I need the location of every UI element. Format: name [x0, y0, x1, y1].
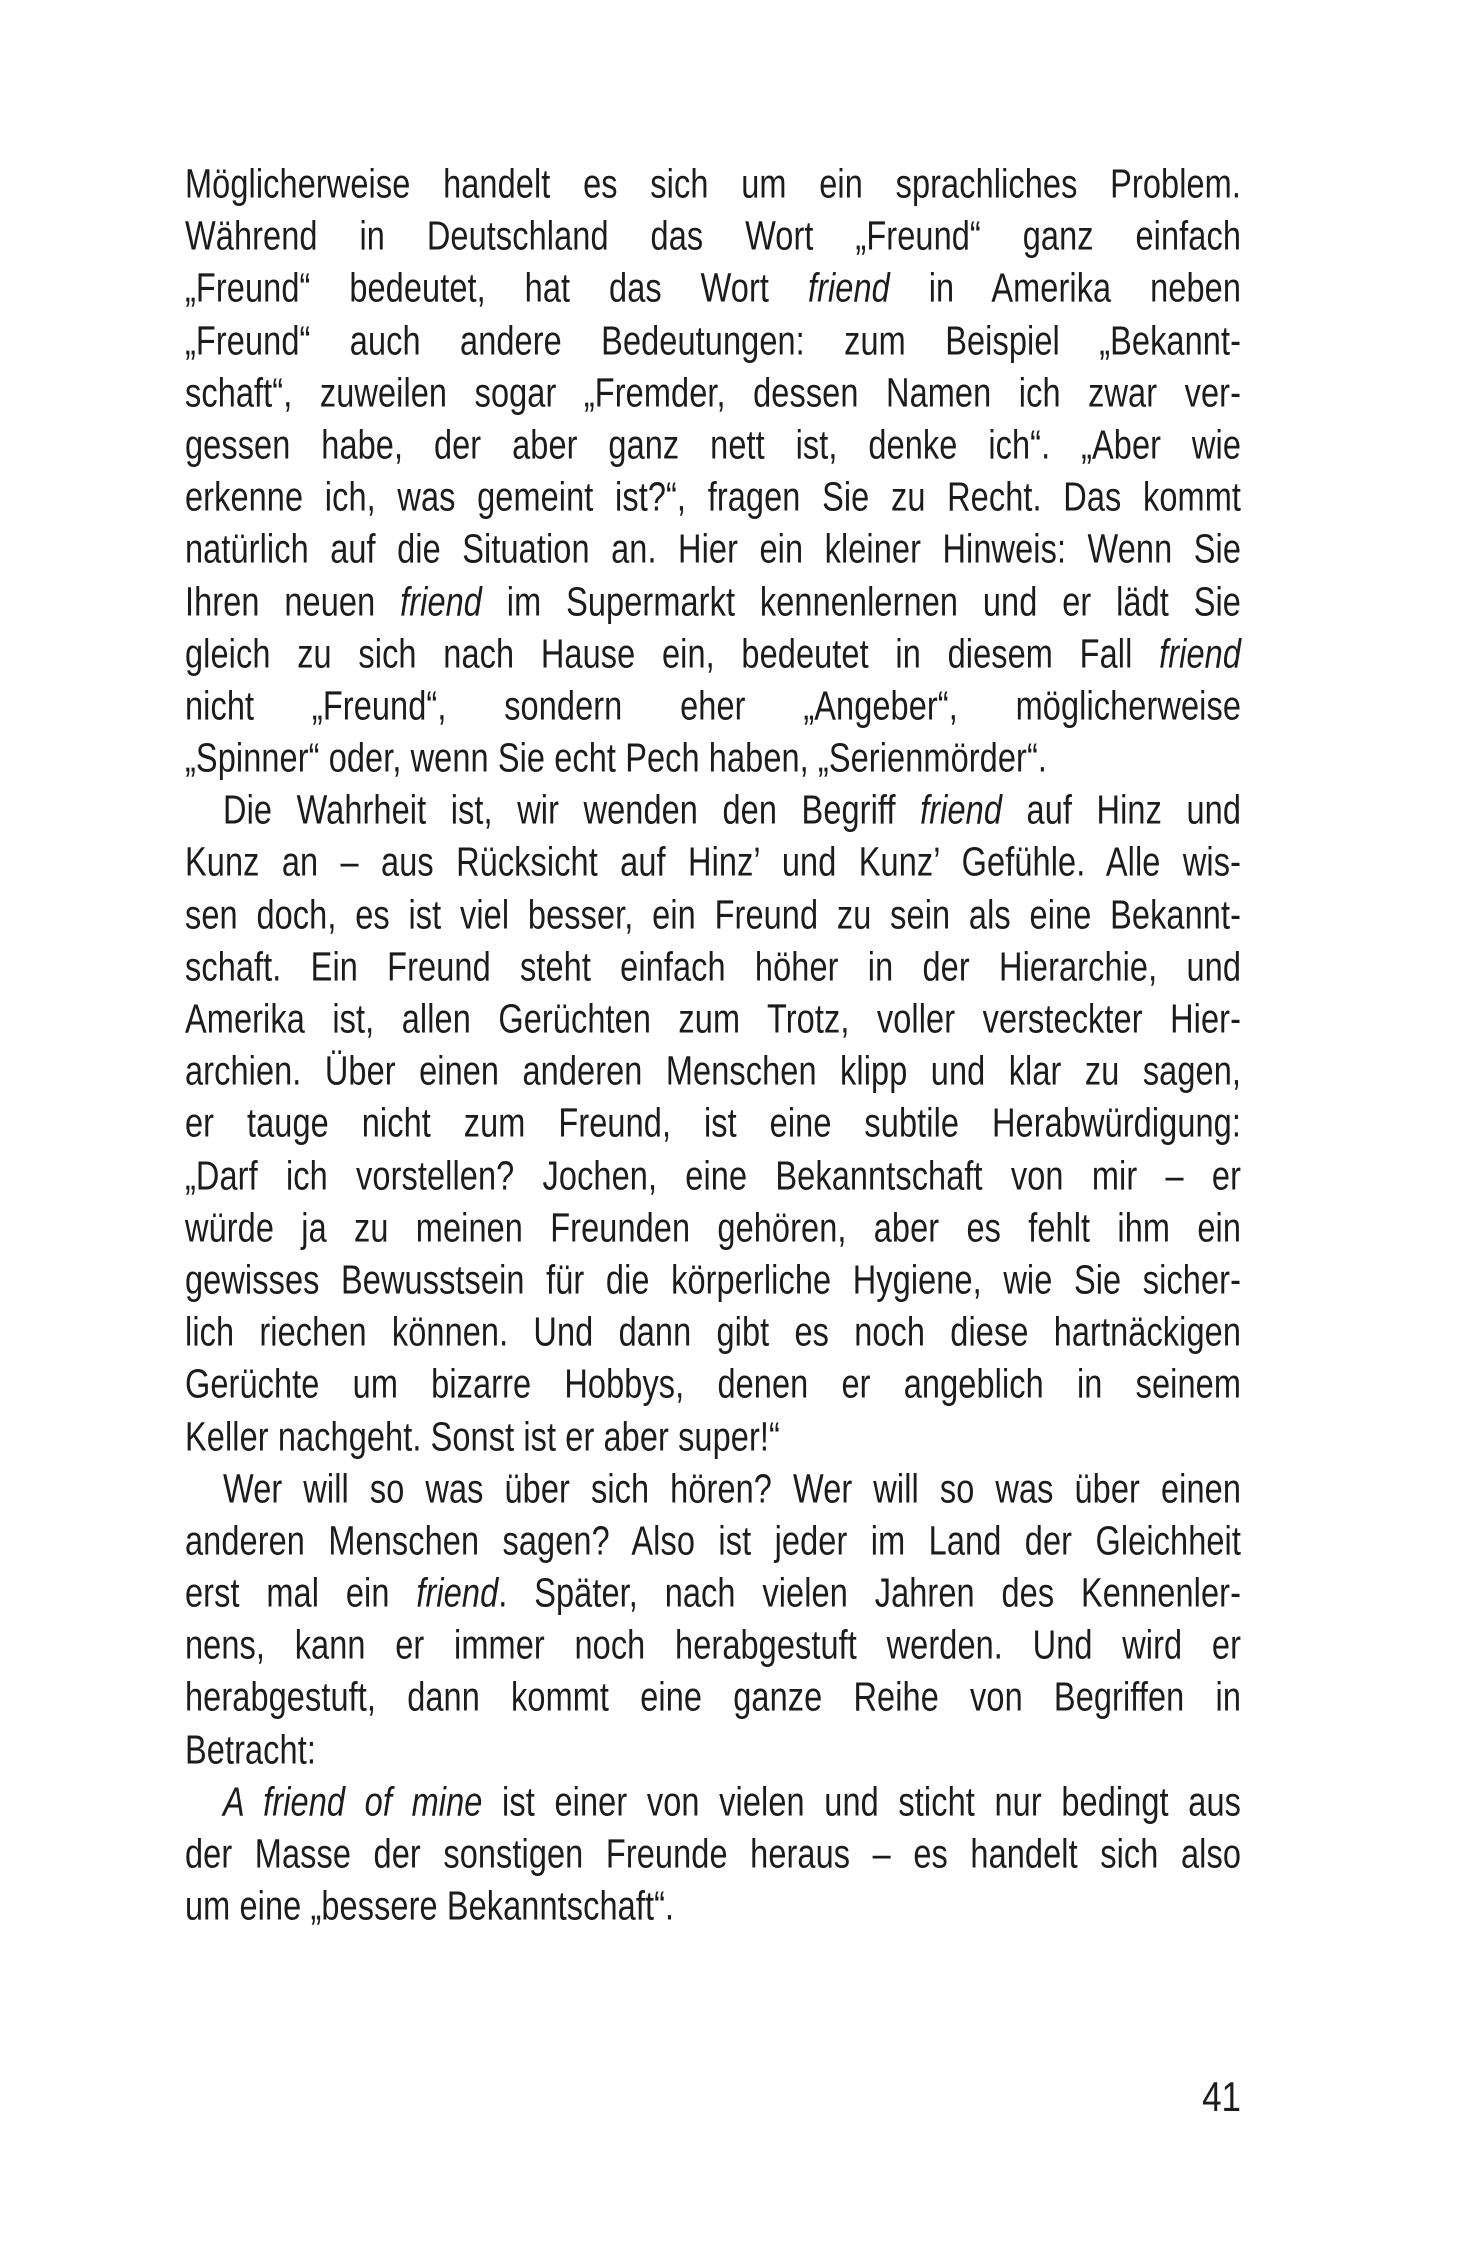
text-run: „Freund“ bedeutet, hat das Wort: [185, 266, 808, 311]
text-run: gleich zu sich nach Hause ein, bedeutet in diesem Fall: [185, 631, 1160, 676]
text-run: schaft“, zuweilen sogar „Fremder, dessen Namen ich zwar ver-: [185, 370, 1241, 416]
text-run: sen doch, es ist viel besser, ein Freund zu sein als eine Bekannt-: [185, 892, 1241, 937]
italic-run: friend: [920, 787, 1003, 833]
text-run: nens, kann er immer noch herabgestuft werden. Und wird er: [185, 1622, 1241, 1668]
italic-run: A friend of mine: [223, 1779, 483, 1825]
text-run: schaft. Ein Freund steht einfach höher in der Hierarchie, und: [185, 944, 1241, 990]
text-run: herabgestuft, dann kommt eine ganze Reihe von Begriffen in: [185, 1675, 1241, 1720]
italic-run: friend: [416, 1570, 499, 1616]
text-line: [185, 1874, 1241, 1939]
text-run: „Spinner“ oder, wenn Sie echt Pech haben, „Serienmörder“.: [185, 735, 1047, 781]
text-run: er tauge nicht zum Freund, ist eine subtile Herabwürdigung:: [185, 1101, 1241, 1146]
page-number: 41: [1202, 2073, 1241, 2121]
text-run: in Amerika neben: [889, 266, 1241, 311]
text-run: auf Hinz und: [1002, 787, 1241, 833]
text-run: Die Wahrheit ist, wir wenden den Begriff: [223, 787, 921, 833]
text-run: erkenne ich, was gemeint ist?“, fragen Sie zu Recht. Das kommt: [185, 474, 1241, 520]
text-run: der Masse der sonstigen Freunde heraus – es handelt sich also: [185, 1831, 1241, 1877]
text-run: ist einer von vielen und sticht nur bedingt aus: [482, 1779, 1241, 1825]
text-run: Während in Deutschland das Wort „Freund“ ganz einfach: [185, 213, 1241, 259]
text-run: gessen habe, der aber ganz nett ist, denke ich“. „Aber wie: [185, 422, 1241, 468]
text-run: nicht „Freund“, sondern eher „Angeber“, möglicherweise: [185, 683, 1241, 729]
text-run: gewisses Bewusstsein für die körperliche Hygiene, wie Sie sicher-: [185, 1257, 1241, 1303]
text-run: erst mal ein: [185, 1570, 417, 1616]
text-run: im Supermarkt kennenlernen und er lädt Sie: [481, 579, 1241, 624]
italic-run: friend: [807, 266, 890, 311]
text-run: lich riechen können. Und dann gibt es noch diese hartnäckigen: [185, 1309, 1241, 1355]
text-run: „Darf ich vorstellen? Jochen, eine Bekanntschaft von mir – er: [185, 1153, 1241, 1198]
text-run: um eine „bessere Bekanntschaft“.: [185, 1883, 675, 1929]
text-run: . Später, nach vielen Jahren des Kennenler-: [498, 1570, 1242, 1616]
text-run: Wer will so was über sich hören? Wer will so was über einen: [223, 1466, 1241, 1511]
text-run: Möglicherweise handelt es sich um ein sprachliches Problem.: [185, 161, 1241, 207]
text-run: würde ja zu meinen Freunden gehören, aber es fehlt ihm ein: [185, 1205, 1241, 1251]
text-run: „Freund“ auch andere Bedeutungen: zum Beispiel „Bekannt-: [185, 318, 1241, 363]
italic-run: friend: [400, 579, 482, 624]
text-run: Amerika ist, allen Gerüchten zum Trotz, voller versteckter Hier-: [185, 996, 1241, 1042]
text-run: Betracht:: [185, 1727, 316, 1772]
text-run: Kunz an – aus Rücksicht auf Hinz’ und Kunz’ Gefühle. Alle wis-: [185, 840, 1241, 885]
text-run: Gerüchte um bizarre Hobbys, denen er angeblich in seinem: [185, 1361, 1241, 1407]
text-run: anderen Menschen sagen? Also ist jeder im Land der Gleichheit: [185, 1518, 1241, 1564]
text-run: Ihren neuen: [185, 579, 401, 624]
text-run: Keller nachgeht. Sonst ist er aber super!“: [185, 1414, 780, 1459]
italic-run: friend: [1159, 631, 1241, 676]
text-run: archien. Über einen anderen Menschen klipp und klar zu sagen,: [185, 1048, 1241, 1094]
body-text: [185, 158, 1241, 1932]
text-run: natürlich auf die Situation an. Hier ein kleiner Hinweis: Wenn Sie: [185, 526, 1241, 572]
